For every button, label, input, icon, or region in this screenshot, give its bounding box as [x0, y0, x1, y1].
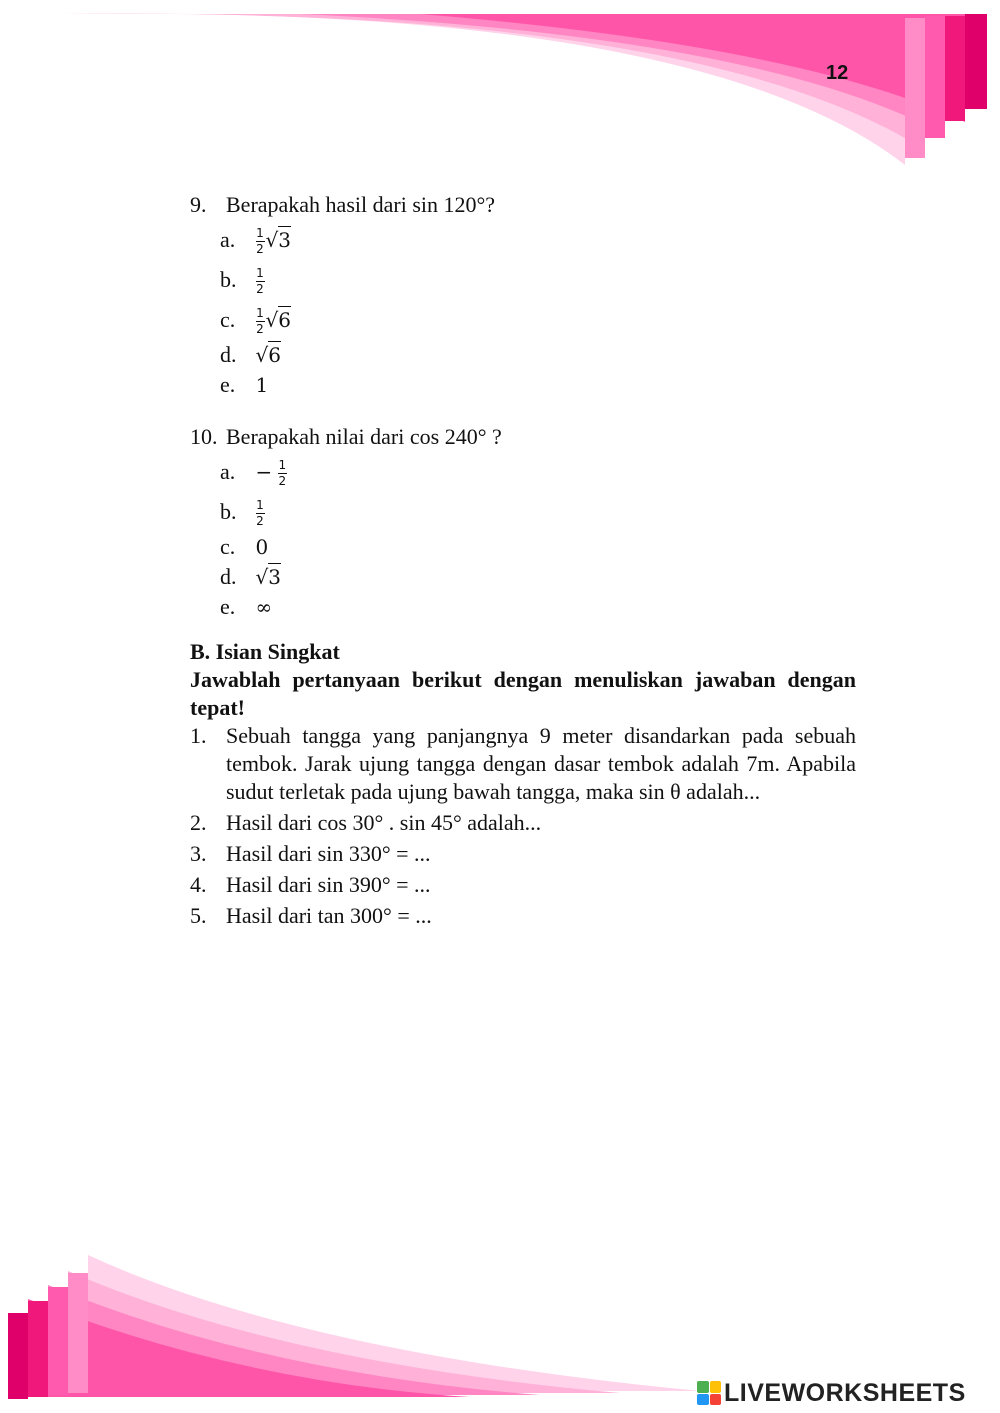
- item-number: 2.: [190, 810, 207, 835]
- option-e[interactable]: [190, 370, 856, 400]
- square-root: [256, 341, 281, 367]
- item-text: Sebuah tangga yang panjangnya 9 meter disandarkan pada sebuah tembok. Jarak ujung tangga dengan dasar tembok adalah 7m. Apabila sudut terletak pada ujung bawah tangga, maka sin θ adalah...: [226, 723, 856, 804]
- sqrt-symbol: √: [255, 565, 269, 589]
- option-b[interactable]: [190, 492, 856, 532]
- sqrt-symbol: √: [265, 228, 279, 252]
- option-letter: c.: [220, 307, 236, 332]
- item-number: 1.: [190, 723, 207, 748]
- sqrt-symbol: √: [265, 308, 279, 332]
- option-e[interactable]: [190, 592, 856, 622]
- question-text: Berapakah nilai dari cos 240° ?: [226, 424, 502, 449]
- fraction: [278, 459, 287, 488]
- option-c[interactable]: [190, 532, 856, 562]
- question-10: [190, 422, 856, 622]
- item-text: Hasil dari tan 300° = ...: [226, 903, 432, 928]
- option-value: ∞: [255, 595, 273, 619]
- short-answer-item: [190, 871, 856, 899]
- top-pink-decoration: [0, 0, 1000, 200]
- radicand: 3: [268, 565, 281, 589]
- logo-text: LIVEWORKSHEETS: [724, 1378, 966, 1407]
- item-text: Hasil dari sin 390° = ...: [226, 872, 431, 897]
- option-letter: e.: [220, 594, 236, 619]
- option-a[interactable]: [190, 220, 856, 260]
- minus-sign: −: [255, 460, 273, 484]
- option-value: 1: [255, 373, 269, 397]
- short-answer-item: [190, 809, 856, 837]
- short-answer-item: [190, 722, 856, 806]
- short-answer-item: [190, 840, 856, 868]
- liveworksheets-logo[interactable]: [697, 1379, 966, 1407]
- option-letter: a.: [220, 459, 236, 484]
- denominator: 2: [278, 474, 287, 489]
- question-number: 10.: [190, 424, 218, 449]
- option-letter: b.: [220, 499, 237, 524]
- option-letter: c.: [220, 534, 236, 559]
- numerator: 1: [256, 498, 264, 513]
- square-root: [256, 563, 281, 589]
- item-number: 3.: [190, 841, 207, 866]
- numerator: 1: [256, 226, 264, 241]
- fraction: [256, 499, 265, 528]
- option-d[interactable]: [190, 562, 856, 592]
- numerator: 1: [256, 306, 264, 321]
- numerator: 1: [278, 458, 287, 473]
- worksheet-content: [190, 190, 856, 933]
- option-letter: a.: [220, 227, 236, 252]
- question-text: Berapakah hasil dari sin 120°?: [226, 192, 496, 217]
- section-b-instruction: Jawablah pertanyaan berikut dengan menuliskan jawaban dengan tepat!: [190, 667, 856, 720]
- radicand: 6: [268, 343, 281, 367]
- option-c[interactable]: [190, 300, 856, 340]
- square-root: [266, 226, 291, 252]
- fraction: [256, 267, 265, 296]
- denominator: 2: [256, 514, 264, 529]
- square-root: [266, 306, 291, 332]
- item-number: 5.: [190, 903, 207, 928]
- item-number: 4.: [190, 872, 207, 897]
- option-letter: d.: [220, 342, 237, 367]
- fraction: [256, 307, 265, 336]
- page-number: 12: [826, 62, 849, 84]
- denominator: 2: [256, 322, 264, 337]
- denominator: 2: [256, 242, 264, 257]
- option-letter: b.: [220, 267, 237, 292]
- option-d[interactable]: [190, 340, 856, 370]
- item-text: Hasil dari cos 30° . sin 45° adalah...: [226, 810, 542, 835]
- section-b-title: B. Isian Singkat: [190, 639, 340, 664]
- fraction: [256, 227, 265, 256]
- short-answer-item: [190, 902, 856, 930]
- sqrt-symbol: √: [255, 343, 269, 367]
- option-value: 0: [255, 535, 269, 559]
- question-number: 9.: [190, 192, 207, 217]
- option-letter: d.: [220, 564, 237, 589]
- logo-icon: [697, 1381, 721, 1405]
- denominator: 2: [256, 282, 264, 297]
- question-9: [190, 190, 856, 400]
- numerator: 1: [256, 266, 264, 281]
- option-a[interactable]: [190, 452, 856, 492]
- radicand: 6: [278, 308, 291, 332]
- item-text: Hasil dari sin 330° = ...: [226, 841, 431, 866]
- option-letter: e.: [220, 372, 236, 397]
- radicand: 3: [278, 228, 291, 252]
- option-b[interactable]: [190, 260, 856, 300]
